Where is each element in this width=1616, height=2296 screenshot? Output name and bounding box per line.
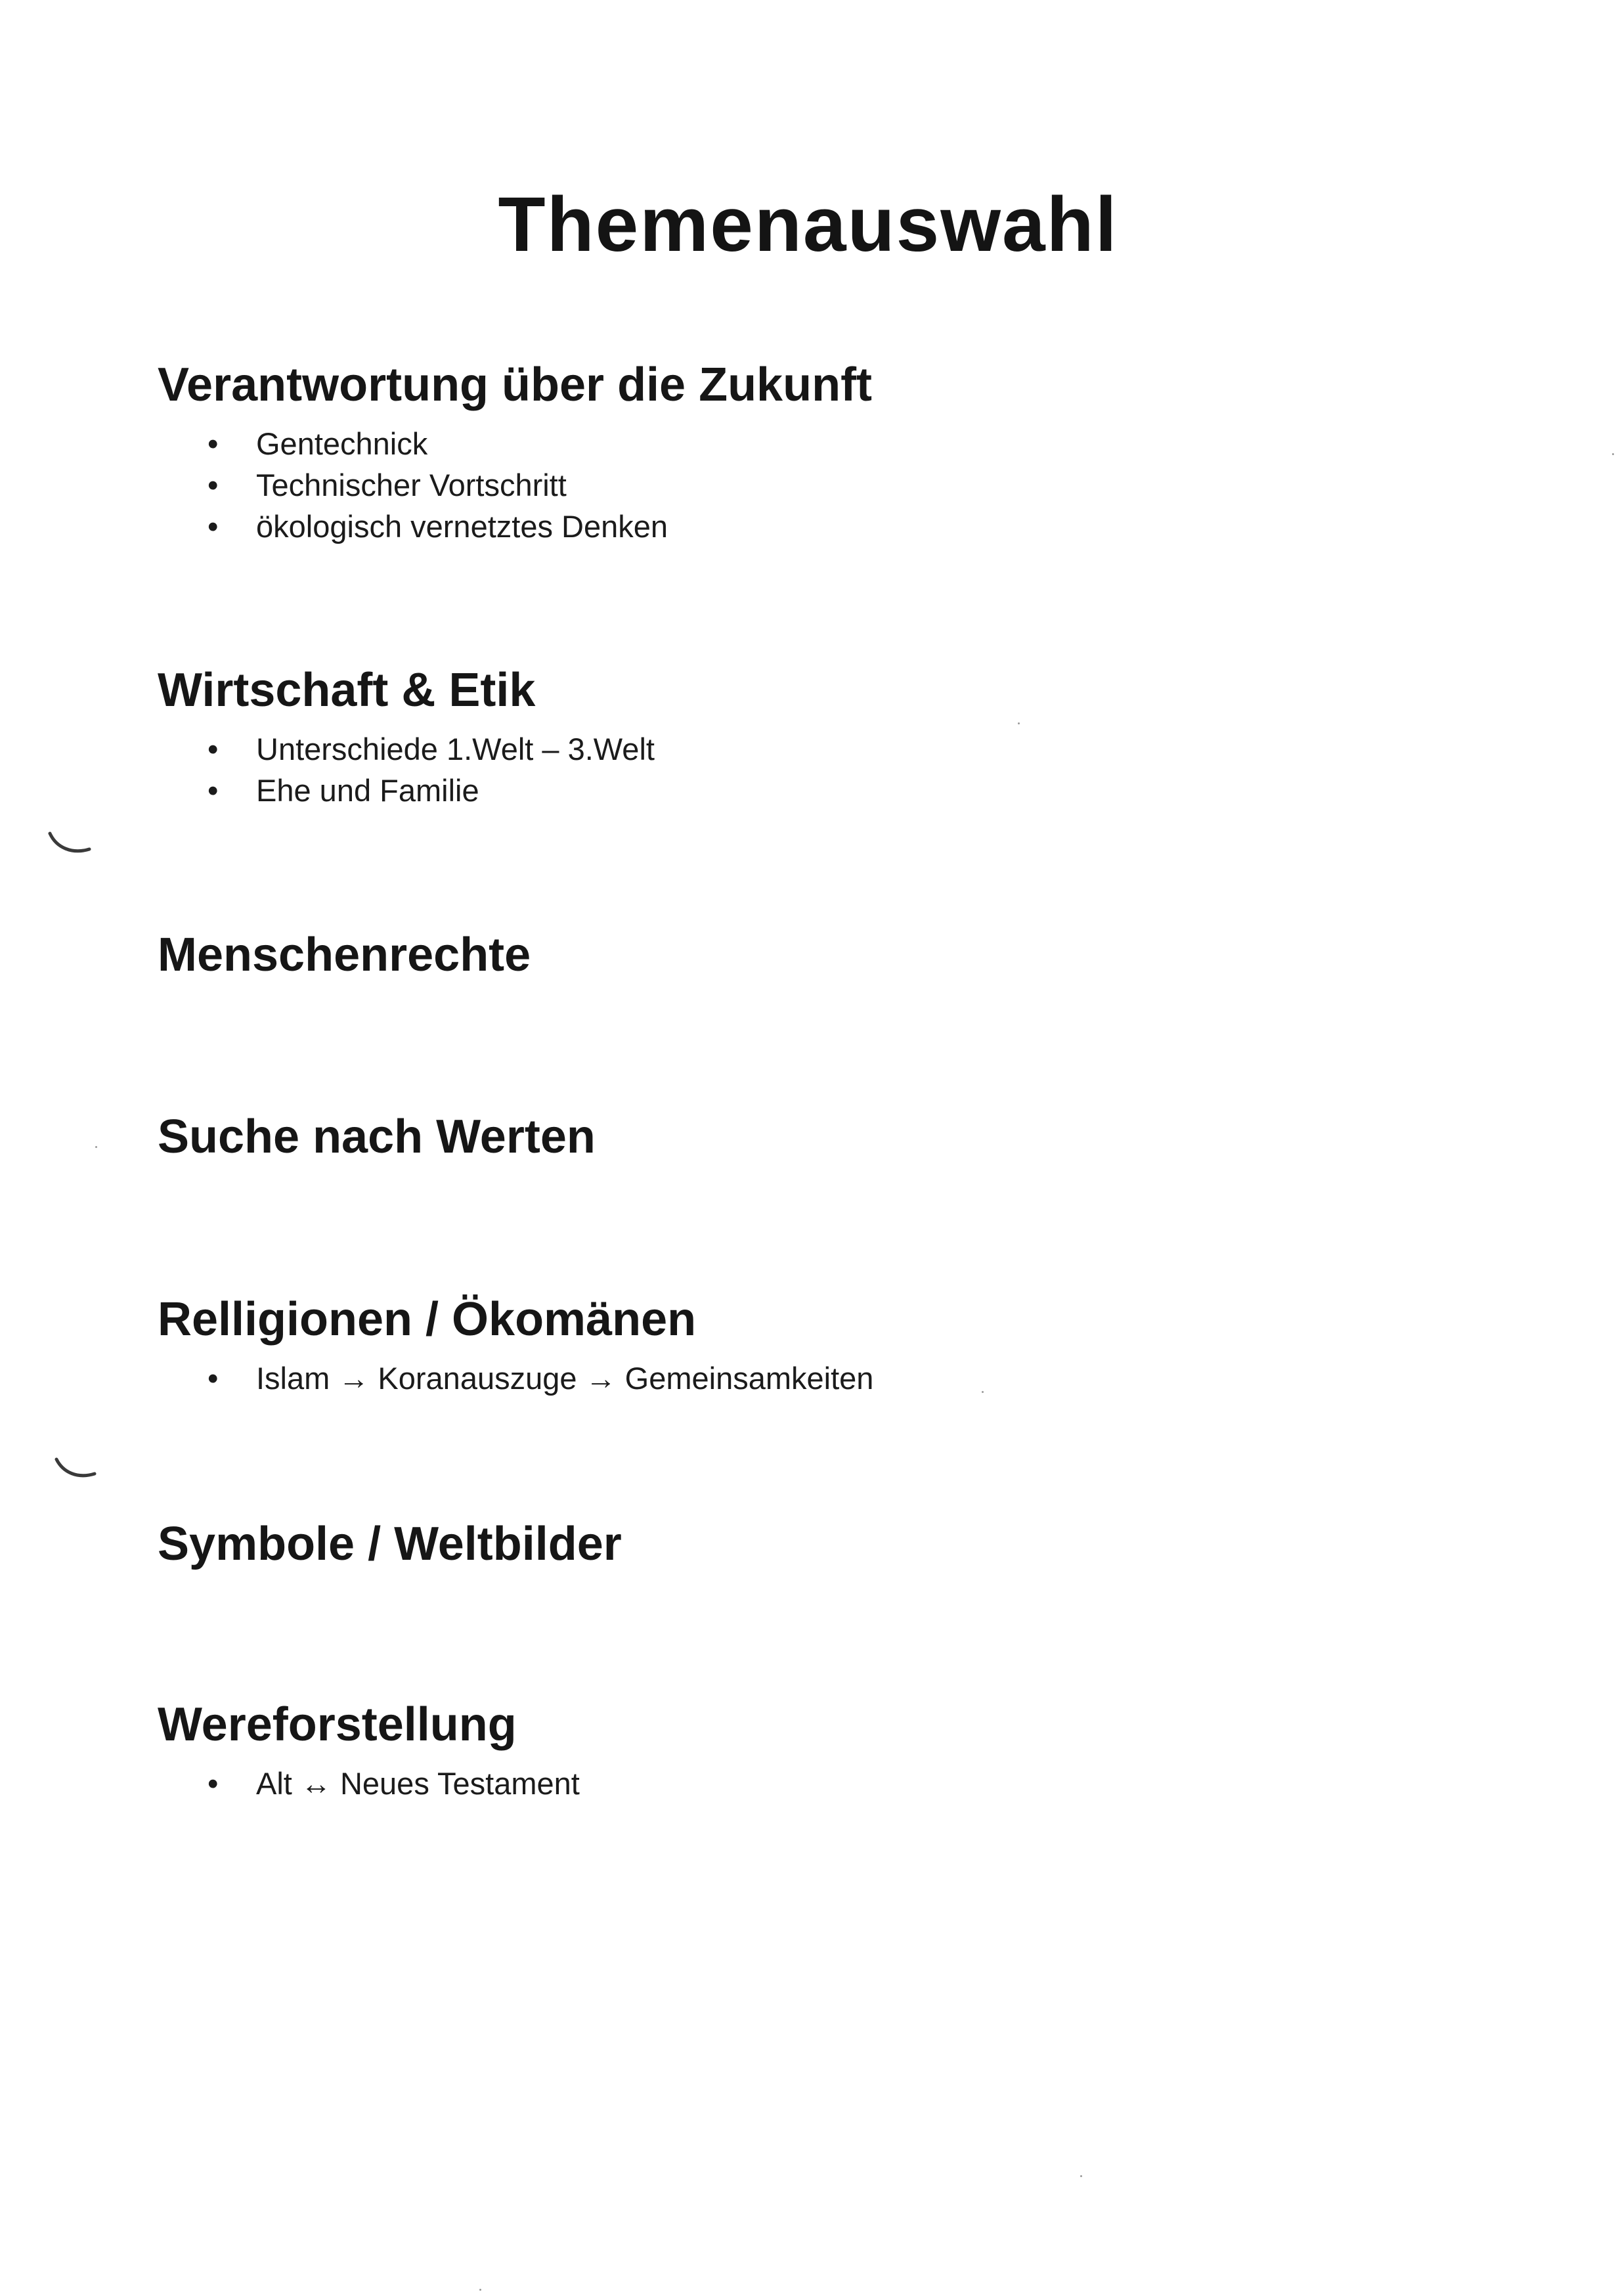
list-item-text: Unterschiede 1.Welt – 3.Welt	[256, 731, 655, 766]
section-religionen	[158, 1292, 873, 1399]
section-heading: Relligionen / Ökomänen	[158, 1293, 697, 1346]
scan-speck	[1080, 2175, 1082, 2177]
bullet-icon: •	[207, 731, 219, 766]
page-title: Themenauswahl	[498, 181, 1118, 268]
bullet-list	[158, 423, 872, 547]
section-wirtschaft	[158, 663, 655, 811]
scan-speck	[95, 1146, 97, 1148]
list-item	[158, 464, 872, 506]
list-item-text: Alt ↔ Neues Testament	[256, 1765, 580, 1801]
list-item-text: Islam → Koranauszuge → Gemeinsamkeiten	[256, 1360, 874, 1396]
list-item	[158, 506, 872, 547]
section-symbole	[158, 1517, 622, 1572]
section-werte	[158, 1110, 596, 1164]
bullet-icon: •	[207, 508, 219, 544]
list-item-text: Technischer Vortschritt	[256, 467, 567, 502]
section-heading: Suche nach Werten	[158, 1111, 596, 1163]
punch-hole-mark-icon	[47, 831, 93, 857]
list-item-text: ökologisch vernetztes Denken	[256, 508, 668, 544]
section-verantwortung	[158, 358, 872, 547]
section-heading: Wereforstellung	[158, 1698, 517, 1751]
list-item-text: Ehe und Familie	[256, 772, 479, 808]
bullet-list	[158, 1358, 873, 1399]
list-item	[158, 423, 872, 464]
section-heading: Symbole / Weltbilder	[158, 1518, 622, 1570]
bullet-icon: •	[207, 1360, 219, 1396]
bullet-icon: •	[207, 467, 219, 502]
bullet-list	[158, 1763, 580, 1804]
scan-speck	[1612, 453, 1614, 455]
scan-speck	[982, 1391, 984, 1393]
scan-speck	[479, 2289, 481, 2291]
list-item	[158, 1763, 580, 1804]
bullet-icon: •	[207, 1765, 219, 1801]
section-heading: Menschenrechte	[158, 929, 531, 981]
section-wereforstellung	[158, 1698, 580, 1804]
bullet-icon: •	[207, 426, 219, 461]
section-heading: Verantwortung über die Zukunft	[158, 359, 873, 411]
punch-hole-mark-icon	[54, 1457, 100, 1483]
list-item-text: Gentechnick	[256, 426, 428, 461]
scan-speck	[1018, 722, 1020, 724]
list-item	[158, 1358, 873, 1399]
list-item	[158, 770, 655, 811]
bullet-icon: •	[207, 772, 219, 808]
list-item	[158, 728, 655, 770]
section-menschenrechte	[158, 928, 531, 982]
bullet-list	[158, 728, 655, 811]
section-heading: Wirtschaft & Etik	[158, 664, 536, 717]
